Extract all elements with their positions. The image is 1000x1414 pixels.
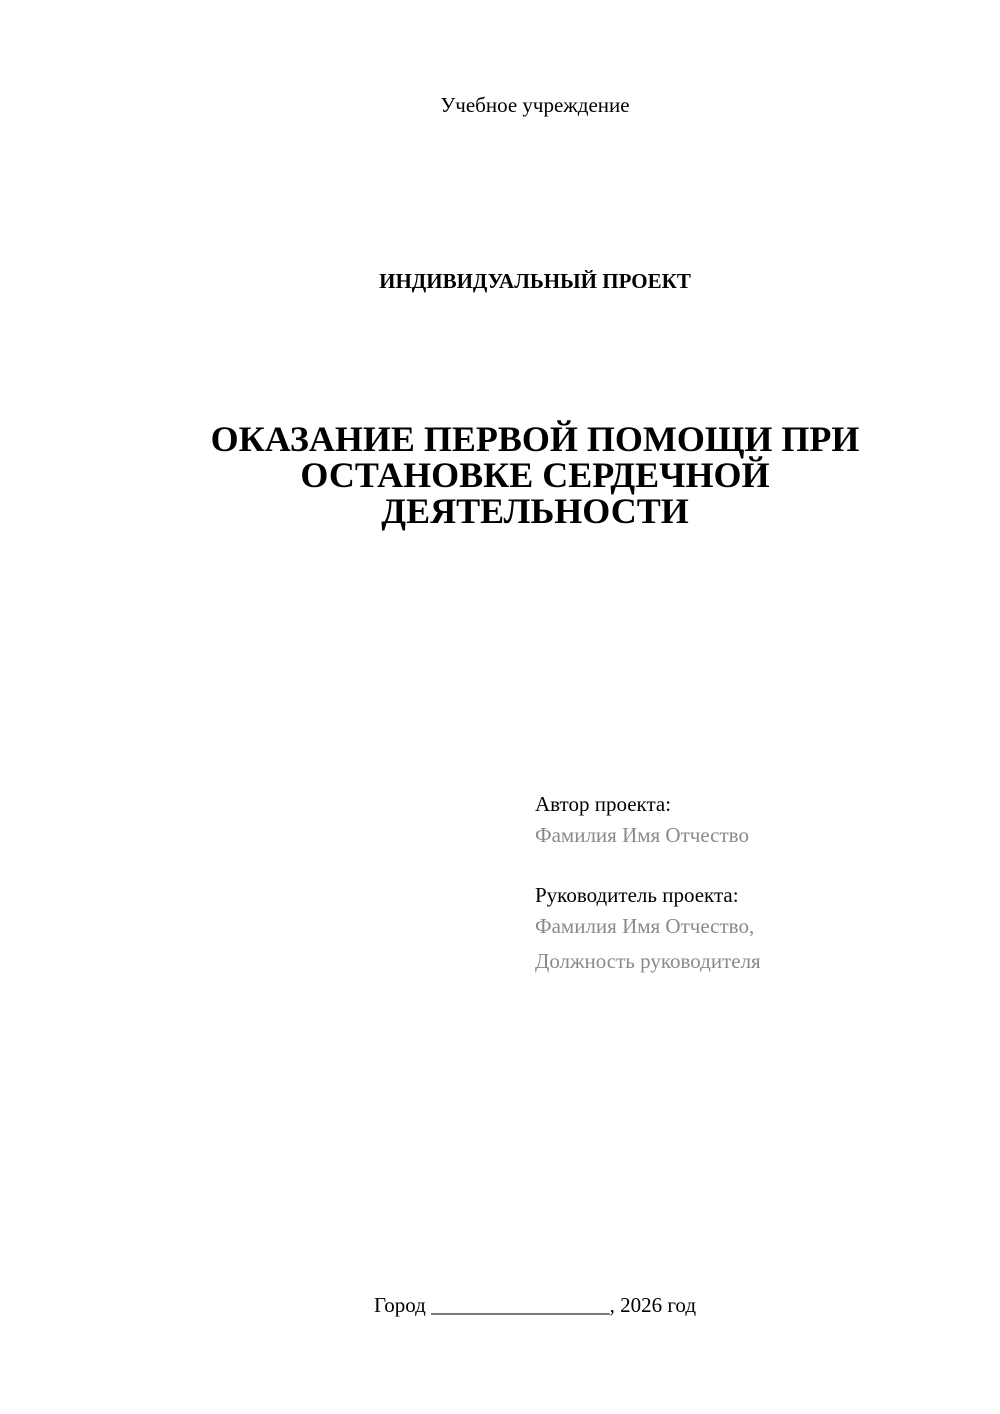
project-title <box>150 421 920 529</box>
author-name: Фамилия Имя Отчество <box>535 823 749 847</box>
project-title-line: ДЕЯТЕЛЬНОСТИ <box>381 491 689 531</box>
project-title-line: ОКАЗАНИЕ ПЕРВОЙ ПОМОЩИ ПРИ <box>210 419 860 459</box>
project-title-line: ОСТАНОВКЕ СЕРДЕЧНОЙ <box>300 455 770 495</box>
year-text: , 2026 год <box>609 1293 697 1317</box>
supervisor-label: Руководитель проекта: <box>535 883 739 907</box>
institution-name: Учебное учреждение <box>440 93 630 117</box>
project-type-heading: ИНДИВИДУАЛЬНЫЙ ПРОЕКТ <box>379 269 691 293</box>
city-label: Город <box>373 1293 426 1317</box>
supervisor-position: Должность руководителя <box>535 949 761 973</box>
project-credits <box>535 790 975 979</box>
supervisor-name: Фамилия Имя Отчество, <box>535 914 755 938</box>
spacer <box>535 853 975 881</box>
city-blank: _________________ <box>431 1293 610 1317</box>
author-label: Автор проекта: <box>535 792 672 816</box>
city-year-line <box>0 1292 1000 1318</box>
